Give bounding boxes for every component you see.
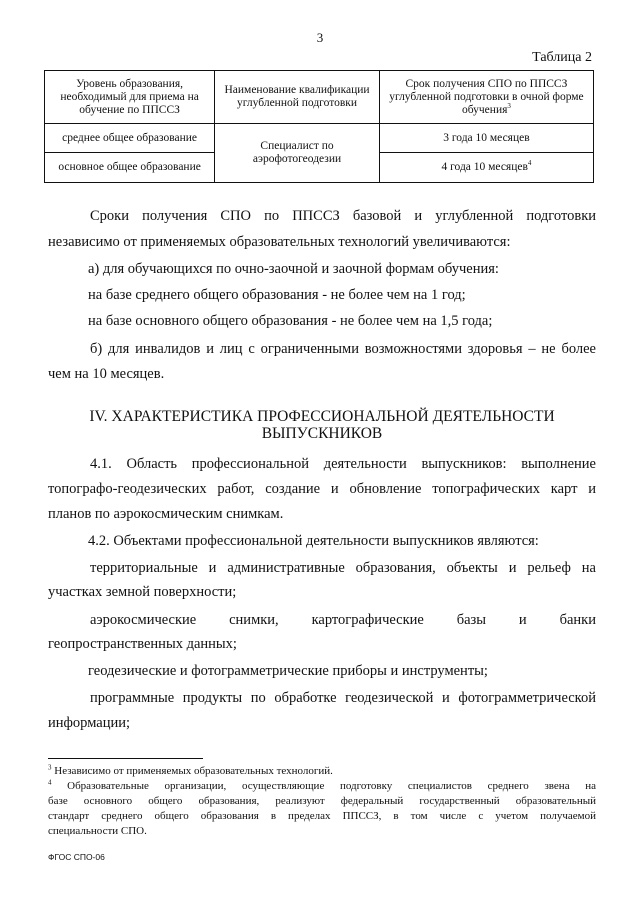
cell-education-level: основное общее образование bbox=[45, 153, 215, 183]
paragraph-line: 4.1. Область профессиональной деятельности выпускников: выполнение bbox=[90, 456, 596, 472]
paragraph-line: программные продукты по обработке геодезической и фотограмметрической bbox=[90, 690, 596, 706]
paragraph-line: участках земной поверхности; bbox=[48, 584, 237, 600]
footnote-3: $^3$ Независимо от применяемых образовательных технологий. bbox=[48, 763, 333, 777]
word: аэрокосмические bbox=[90, 612, 197, 628]
word: картографические bbox=[311, 612, 424, 628]
paragraph-line: топографо-геодезических работ, создание и обновление топографических карт и bbox=[48, 481, 596, 497]
word: и bbox=[518, 612, 527, 628]
footnote-divider bbox=[48, 758, 203, 759]
footnote-ref-4: 4 bbox=[527, 159, 532, 168]
cell-term: 4 года 10 месяцев$^4$ bbox=[379, 153, 593, 183]
table-row bbox=[45, 124, 594, 153]
section-heading-line: IV. ХАРАКТЕРИСТИКА ПРОФЕССИОНАЛЬНОЙ ДЕЯТЕЛЬНОСТИ bbox=[89, 408, 555, 425]
cell-qualification: Специалист по аэрофотогеодезии bbox=[215, 124, 380, 183]
paragraph-line: б) для инвалидов и лиц с ограниченными возможностями здоровья – не более bbox=[90, 341, 596, 357]
paragraph-line: 4.2. Объектами профессиональной деятельности выпускников являются: bbox=[88, 533, 539, 549]
table-label: Таблица 2 bbox=[532, 50, 592, 65]
paragraph-line bbox=[90, 611, 596, 629]
word: банки bbox=[559, 612, 596, 628]
footnote-4: $^4$ Образовательные организации, осуществляющие подготовку специалистов среднего звена на bbox=[48, 778, 596, 792]
paragraph-line: на базе основного общего образования - не более чем на 1,5 года; bbox=[88, 313, 493, 329]
footnote-line: специальности СПО. bbox=[48, 825, 147, 837]
paragraph-line: геопространственных данных; bbox=[48, 636, 237, 652]
word: базы bbox=[456, 612, 487, 628]
paragraph-line: планов по аэрокосмическим снимкам. bbox=[48, 506, 284, 522]
footnote-line: стандарт среднего общего образования в пределах ППССЗ, в том числе с учетом получаемой bbox=[48, 810, 596, 822]
header-education-level: Уровень образования, необходимый для приема на обучение по ППССЗ bbox=[45, 71, 215, 124]
footnote-ref-3: 3 bbox=[507, 101, 511, 110]
footnote-number: 4 bbox=[48, 778, 52, 787]
paragraph-line: геодезические и фотограмметрические приборы и инструменты; bbox=[88, 663, 488, 679]
cell-term: 3 года 10 месяцев bbox=[379, 124, 593, 153]
header-term: Срок получения СПО по ППССЗ углубленной подготовки в очной форме обучения$^3$ bbox=[379, 71, 593, 124]
paragraph-line: Сроки получения СПО по ППССЗ базовой и углубленной подготовки bbox=[90, 208, 596, 224]
header-qualification: Наименование квалификации углубленной подготовки bbox=[215, 71, 380, 124]
paragraph-line: территориальные и административные образования, объекты и рельеф на bbox=[90, 560, 596, 576]
section-heading bbox=[48, 408, 596, 442]
footnote-number: 3 bbox=[48, 763, 52, 772]
table-header-row bbox=[45, 71, 594, 124]
paragraph-line: чем на 10 месяцев. bbox=[48, 366, 165, 382]
duration-table bbox=[44, 70, 594, 183]
section-heading-line: ВЫПУСКНИКОВ bbox=[261, 425, 383, 442]
paragraph-line: на базе среднего общего образования - не более чем на 1 год; bbox=[88, 287, 466, 303]
paragraph-line: независимо от применяемых образовательных технологий увеличиваются: bbox=[48, 234, 511, 250]
cell-education-level: среднее общее образование bbox=[45, 124, 215, 153]
page-number: 3 bbox=[316, 30, 324, 45]
paragraph-line: а) для обучающихся по очно-заочной и заочной формам обучения: bbox=[88, 261, 499, 277]
footnote-line: базе основного общего образования, реализуют федеральный государственный образовательный bbox=[48, 795, 596, 807]
word: снимки, bbox=[229, 612, 279, 628]
document-footer: ФГОС СПО-06 bbox=[48, 852, 105, 862]
paragraph-line: информации; bbox=[48, 715, 131, 731]
